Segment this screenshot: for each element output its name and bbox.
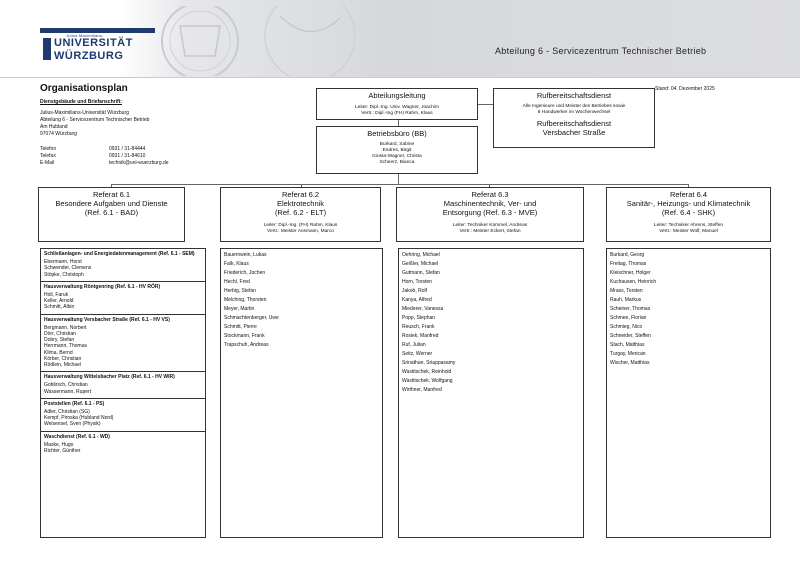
staff-panel-6-4	[606, 248, 771, 538]
department-deputy: Vertr.: Meister Ansmann, Marco	[267, 229, 334, 234]
staff-name: Wastitschek, Reinhold	[402, 369, 452, 375]
staff-name: Richter, Günther	[44, 448, 81, 455]
staff-name: Wassermann, Rupert	[44, 388, 92, 395]
staff-name: Reusch, Frank	[402, 324, 435, 330]
staff-name: Rödlein, Michael	[44, 362, 81, 369]
section-hv-vs	[41, 315, 205, 373]
connector-line	[398, 119, 399, 126]
staff-name: Ebermann, Horst	[44, 259, 82, 266]
department-leader: Leiter: Dipl.-Ing. (FH) Rahm, Klaus	[263, 223, 338, 228]
on-call-subtitle: Rufbereitschaftsdienst	[536, 119, 612, 128]
contact-label: Telefon	[40, 146, 57, 152]
staff-name: Kleischner, Holger	[610, 270, 651, 276]
on-call-title: Rufbereitschaftsdienst	[536, 91, 612, 100]
staff-name: Friederich, Jochen	[224, 270, 266, 276]
staff-name: Horn, Torsten	[402, 279, 432, 285]
staff-name: Dörr, Christian	[44, 331, 76, 338]
department-deputy: Vertr.: Meister Wolf, Manuel	[659, 229, 718, 234]
page-header	[0, 0, 800, 78]
staff-name: Kuchausen, Heinrich	[610, 279, 657, 285]
department-box-6-3	[396, 187, 584, 242]
staff-name: Schneider, Steffen	[610, 333, 651, 339]
staff-name: Miederer, Vanessa	[402, 306, 444, 312]
department-name: Referat 6.4	[669, 190, 708, 199]
office-member: Giosta-Wagner, Christa	[372, 154, 422, 159]
staff-name: Meyer, Martin	[224, 306, 255, 312]
staff-name: Körber, Christian	[44, 355, 82, 362]
staff-name: Wirthner, Manfred	[402, 387, 442, 393]
staff-name: Melching, Thorsten	[224, 297, 267, 303]
phone-value: 0931 / 31-84444	[109, 146, 146, 152]
connector-line	[398, 174, 399, 184]
department-code: (Ref. 6.4 - SHK)	[661, 208, 716, 217]
university-logo[interactable]	[40, 28, 155, 68]
contact-label: E-Mail	[40, 160, 55, 166]
staff-name: Holl, Faruk	[44, 292, 69, 299]
status-date: Stand: 04. Dezember 2025	[655, 86, 715, 92]
on-call-info: 8 Handwerker im Wochenwechsel	[537, 110, 611, 115]
section-title: Hausverwaltung Wittelsbacher Platz (Ref. 6.1 - HV WIR)	[44, 374, 175, 381]
staff-name: Rauh, Markus	[610, 297, 642, 303]
staff-name: Herbig, Stefan	[224, 288, 256, 294]
staff-name: Schmitt, Albin	[44, 304, 75, 311]
page-title: Organisationsplan	[40, 83, 128, 94]
staff-name: Keller, Arnold	[44, 298, 74, 305]
fax-value: 0931 / 31-84610	[109, 153, 146, 159]
on-call-box	[493, 88, 655, 148]
staff-name: Turgay, Merican	[610, 351, 646, 357]
staff-name: Schmieg, Nico	[610, 324, 643, 330]
staff-name: Stockmann, Frank	[224, 333, 265, 339]
logo-emblem-icon	[43, 38, 51, 60]
address-line: 97074 Würzburg	[40, 131, 77, 137]
staff-panel-6-2	[220, 248, 383, 538]
office-member: Endres, Birgit	[382, 148, 412, 153]
contact-block	[40, 146, 169, 167]
staff-name: Seitz, Werner	[402, 351, 433, 357]
department-head-box	[316, 88, 478, 120]
staff-name: Rosiek, Manfred	[402, 333, 439, 339]
department-code: (Ref. 6.1 - BAD)	[84, 208, 139, 217]
address-line: Am Hubland	[40, 124, 68, 130]
staff-name: Adler, Christian (SG)	[44, 409, 90, 416]
staff-name: Schmachtenberger, Uwe	[224, 315, 279, 321]
staff-name: Weisensel, Sven (Physik)	[44, 421, 101, 428]
header-title: Abteilung 6 - Servicezentrum Technischer Betrieb	[495, 46, 707, 56]
department-name: Referat 6.1	[92, 190, 131, 199]
section-hv-wir	[41, 372, 205, 399]
section-title: Schließanlagen- und Energiedatenmanagement (Ref. 6.1 - SEM)	[44, 251, 195, 257]
staff-name: Wischer, Matthias	[610, 360, 650, 366]
logo-subtitle: Julius-Maximilians-	[66, 33, 104, 38]
staff-name: Jakob, Rolf	[402, 288, 428, 294]
staff-name: Goblirsch, Christian	[44, 382, 88, 389]
office-title: Betriebsbüro (BB)	[367, 129, 427, 138]
office-member: Scheerz, Bianca	[379, 160, 415, 165]
staff-name: Stöpke, Christoph	[44, 271, 84, 278]
address-line: Julius-Maximilians-Universität Würzburg	[40, 110, 129, 116]
section-ps	[41, 399, 205, 432]
section-hv-roer	[41, 282, 205, 315]
staff-name: Bergmann, Norbert	[44, 324, 87, 331]
email-link[interactable]: technik@uni-wuerzburg.de	[109, 160, 169, 166]
department-code: Entsorgung (Ref. 6.3 - MVE)	[442, 208, 538, 217]
staff-name: Burkard, Georg	[610, 252, 645, 258]
department-description: Sanitär-, Heizungs- und Klimatechnik	[626, 199, 751, 208]
department-head-title: Abteilungsleitung	[368, 91, 426, 100]
staff-name: Popp, Stephan	[402, 315, 436, 321]
department-leader: Leiter: Techniker Ahrens, Steffen	[653, 223, 724, 228]
connector-line	[478, 104, 493, 105]
staff-name: Geißler, Michael	[402, 261, 439, 267]
staff-name: Gutmann, Stefan	[402, 270, 440, 276]
staff-name: Oehring, Michael	[402, 252, 440, 258]
office-member: Burkard, Sabine	[379, 142, 415, 147]
staff-name: Wastitschek, Wolfgang	[402, 378, 453, 384]
department-box-6-4	[606, 187, 771, 242]
section-title: Waschdienst (Ref. 6.1 - WD)	[44, 433, 110, 440]
university-seal-watermark	[160, 6, 360, 76]
section-sem	[41, 249, 205, 282]
address-block	[40, 110, 149, 138]
department-code: (Ref. 6.2 - ELT)	[274, 208, 327, 217]
staff-panel-6-1	[40, 248, 206, 538]
staff-panel-6-3	[398, 248, 584, 538]
staff-name: Schmee, Florian	[610, 315, 647, 321]
staff-name: Stach, Matthias	[610, 342, 645, 348]
section-title: Hausverwaltung Versbacher Straße (Ref. 6.1 - HV VS)	[44, 316, 170, 323]
section-wd	[41, 432, 205, 458]
staff-name: Falk, Klaus	[224, 261, 249, 267]
staff-name: Srinathan, Sriappasamy	[402, 360, 456, 366]
department-description: Maschinentechnik, Ver- und	[443, 199, 537, 208]
logo-text-universitaet: UNIVERSITÄT	[54, 37, 133, 49]
staff-name: Maske, Hugo	[44, 441, 74, 448]
section-title: Hausverwaltung Röntgenring (Ref. 6.1 - HV RÖR)	[44, 283, 161, 290]
staff-name: Bauernwein, Lukas	[224, 252, 267, 258]
contact-label: Telefax	[40, 153, 56, 159]
staff-name: Dobry, Stefan	[44, 337, 75, 344]
department-head-leader: Leiter: Dipl.-Ing. Univ. Wagner, Joachim	[355, 105, 439, 110]
address-line: Abteilung 6 - Servicezentrum Technischer Betrieb	[40, 117, 150, 123]
section-title: Poststellen (Ref. 6.1 - PS)	[44, 400, 105, 407]
department-description: Besondere Aufgaben und Dienste	[55, 199, 168, 208]
department-deputy: Vertr.: Meister Eckert, Stefan	[459, 229, 521, 234]
on-call-info: Alle Ingenieure und Meister des Betriebes sowie	[522, 104, 626, 109]
staff-name: Schwender, Clemens	[44, 265, 92, 272]
department-head-deputy: Vertr.: Dipl.-Ing (FH) Rahm, Klaus	[361, 111, 433, 116]
staff-name: Freitag, Thomas	[610, 261, 647, 267]
staff-name: Kempf, Piroska (Hubland Nord)	[44, 415, 114, 422]
staff-name: Ruf, Julian	[402, 342, 426, 348]
logo-text-wuerzburg: WÜRZBURG	[54, 50, 124, 62]
department-box-6-2	[220, 187, 381, 242]
department-description: Elektrotechnik	[276, 199, 325, 208]
connector-line	[111, 184, 689, 185]
department-box-6-1	[38, 187, 185, 242]
staff-name: Schmitt, Pierre	[224, 324, 257, 330]
department-leader: Leiter: Techniker Kümmel, Andreas	[452, 223, 528, 228]
staff-name: Kanya, Alfred	[402, 297, 432, 303]
department-name: Referat 6.2	[281, 190, 320, 199]
staff-name: Hechl, Fred	[224, 279, 250, 285]
staff-name: Herrmann, Thomas	[44, 343, 87, 350]
office-box	[316, 126, 478, 174]
staff-name: Klima, Bernd	[44, 349, 73, 356]
staff-name: Scheiner, Thomas	[610, 306, 651, 312]
on-call-location: Versbacher Straße	[542, 128, 606, 137]
staff-name: Trapschuh, Andreas	[224, 342, 269, 348]
address-heading: Dienstgebäude und Briefanschrift:	[40, 99, 122, 105]
department-name: Referat 6.3	[471, 190, 509, 199]
staff-name: Mrass, Torsten	[610, 288, 643, 294]
